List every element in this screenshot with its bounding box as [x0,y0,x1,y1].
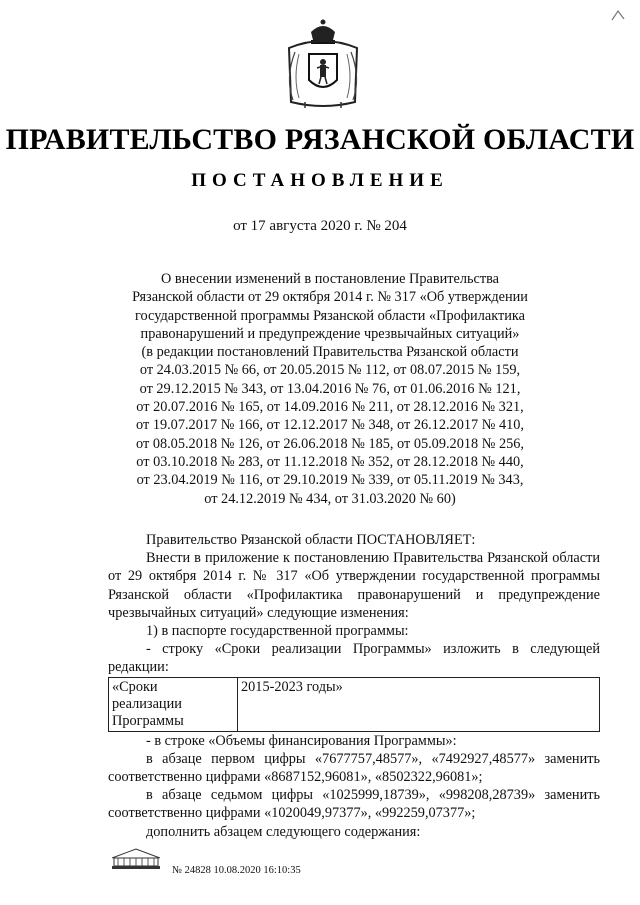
subject-line: от 20.07.2016 № 165, от 14.09.2016 № 211, от 28.12.2016 № 321, [136,399,524,416]
program-schedule-table [108,677,600,732]
funding-paragraph-first: в абзаце первом цифры «7677757,48577», «7492927,48577» заменить соответственно цифрами «8687152,96081», «8502322,96081»; [108,750,600,786]
schedule-row-instruction: - строку «Сроки реализации Программы» изложить в следующей [146,641,600,658]
table-cell-value: 2015-2023 годы» [238,677,600,731]
add-paragraph-instruction: дополнить абзацем следующего содержания: [146,823,421,840]
label-line: реализации [112,695,182,712]
schedule-row-instruction-end: редакции: [108,659,169,676]
subject-line: от 08.05.2018 № 126, от 26.06.2018 № 185, от 05.09.2018 № 256, [136,435,524,452]
subject-line: от 19.07.2017 № 166, от 12.12.2017 № 348, от 26.12.2017 № 410, [136,417,524,434]
label-line: «Сроки [112,678,158,695]
document-body [108,531,600,841]
subject-line: от 23.04.2019 № 116, от 29.10.2019 № 339, от 05.11.2019 № 343, [136,472,524,489]
document-date-number: от 17 августа 2020 г. № 204 [233,218,407,234]
subject-line: правонарушений и предупреждение чрезвычайных ситуаций» [140,325,520,342]
subject-line: (в редакции постановлений Правительства Рязанской области [141,344,519,361]
funding-paragraph-seventh: в абзаце седьмом цифры «1025999,18739», «998208,28739» заменить соответственно цифрами «1020049,97377», «992259,07377»; [108,787,600,822]
corner-scan-mark [610,8,628,22]
label-line: Программы [112,712,184,729]
amendment-paragraph: Внести в приложение к постановлению Правительства Рязанской области от 29 октября 2014 г. № 317 «Об утверждении государственной программы Рязанской области «Профилактика правонарушений и предупреждение чрезвычайных ситуаций» следующие изменения: [108,550,600,621]
subject-line: О внесении изменений в постановление Правительства [160,271,500,287]
document-type: ПОСТАНОВЛЕНИЕ [191,170,449,191]
document-subject [108,270,552,508]
subject-line: государственной программы Рязанской области «Профилактика [135,307,525,324]
subject-line: от 03.10.2018 № 283, от 11.12.2018 № 352, от 28.12.2018 № 440, [136,453,524,470]
stamp-label: ПРАВИТЕЛЬСТВО [123,868,149,872]
subject-line: Рязанской области от 29 октября 2014 г. № 317 «Об утверждении [132,289,528,306]
subject-line: от 24.12.2019 № 434, от 31.03.2020 № 60) [204,490,456,507]
subject-line: от 24.03.2015 № 66, от 20.05.2015 № 112, от 08.07.2015 № 159, [139,362,521,379]
government-stamp-icon [108,846,164,872]
passport-item: 1) в паспорте государственной программы: [146,623,409,640]
registration-footer [108,846,408,876]
resolution-intro: Правительство Рязанской области ПОСТАНОВЛЯЕТ: [146,532,476,548]
issuer-title: ПРАВИТЕЛЬСТВО РЯЗАНСКОЙ ОБЛАСТИ [5,123,635,156]
subject-line: от 29.12.2015 № 343, от 13.04.2016 № 76, от 01.06.2016 № 121, [139,380,521,397]
table-cell-label [109,677,238,731]
funding-row-instruction: - в строке «Объемы финансирования Программы»: [146,732,457,749]
coat-of-arms-emblem [275,18,371,110]
table-row [109,677,600,731]
registration-number: № 24828 10.08.2020 16:10:35 [172,865,301,876]
